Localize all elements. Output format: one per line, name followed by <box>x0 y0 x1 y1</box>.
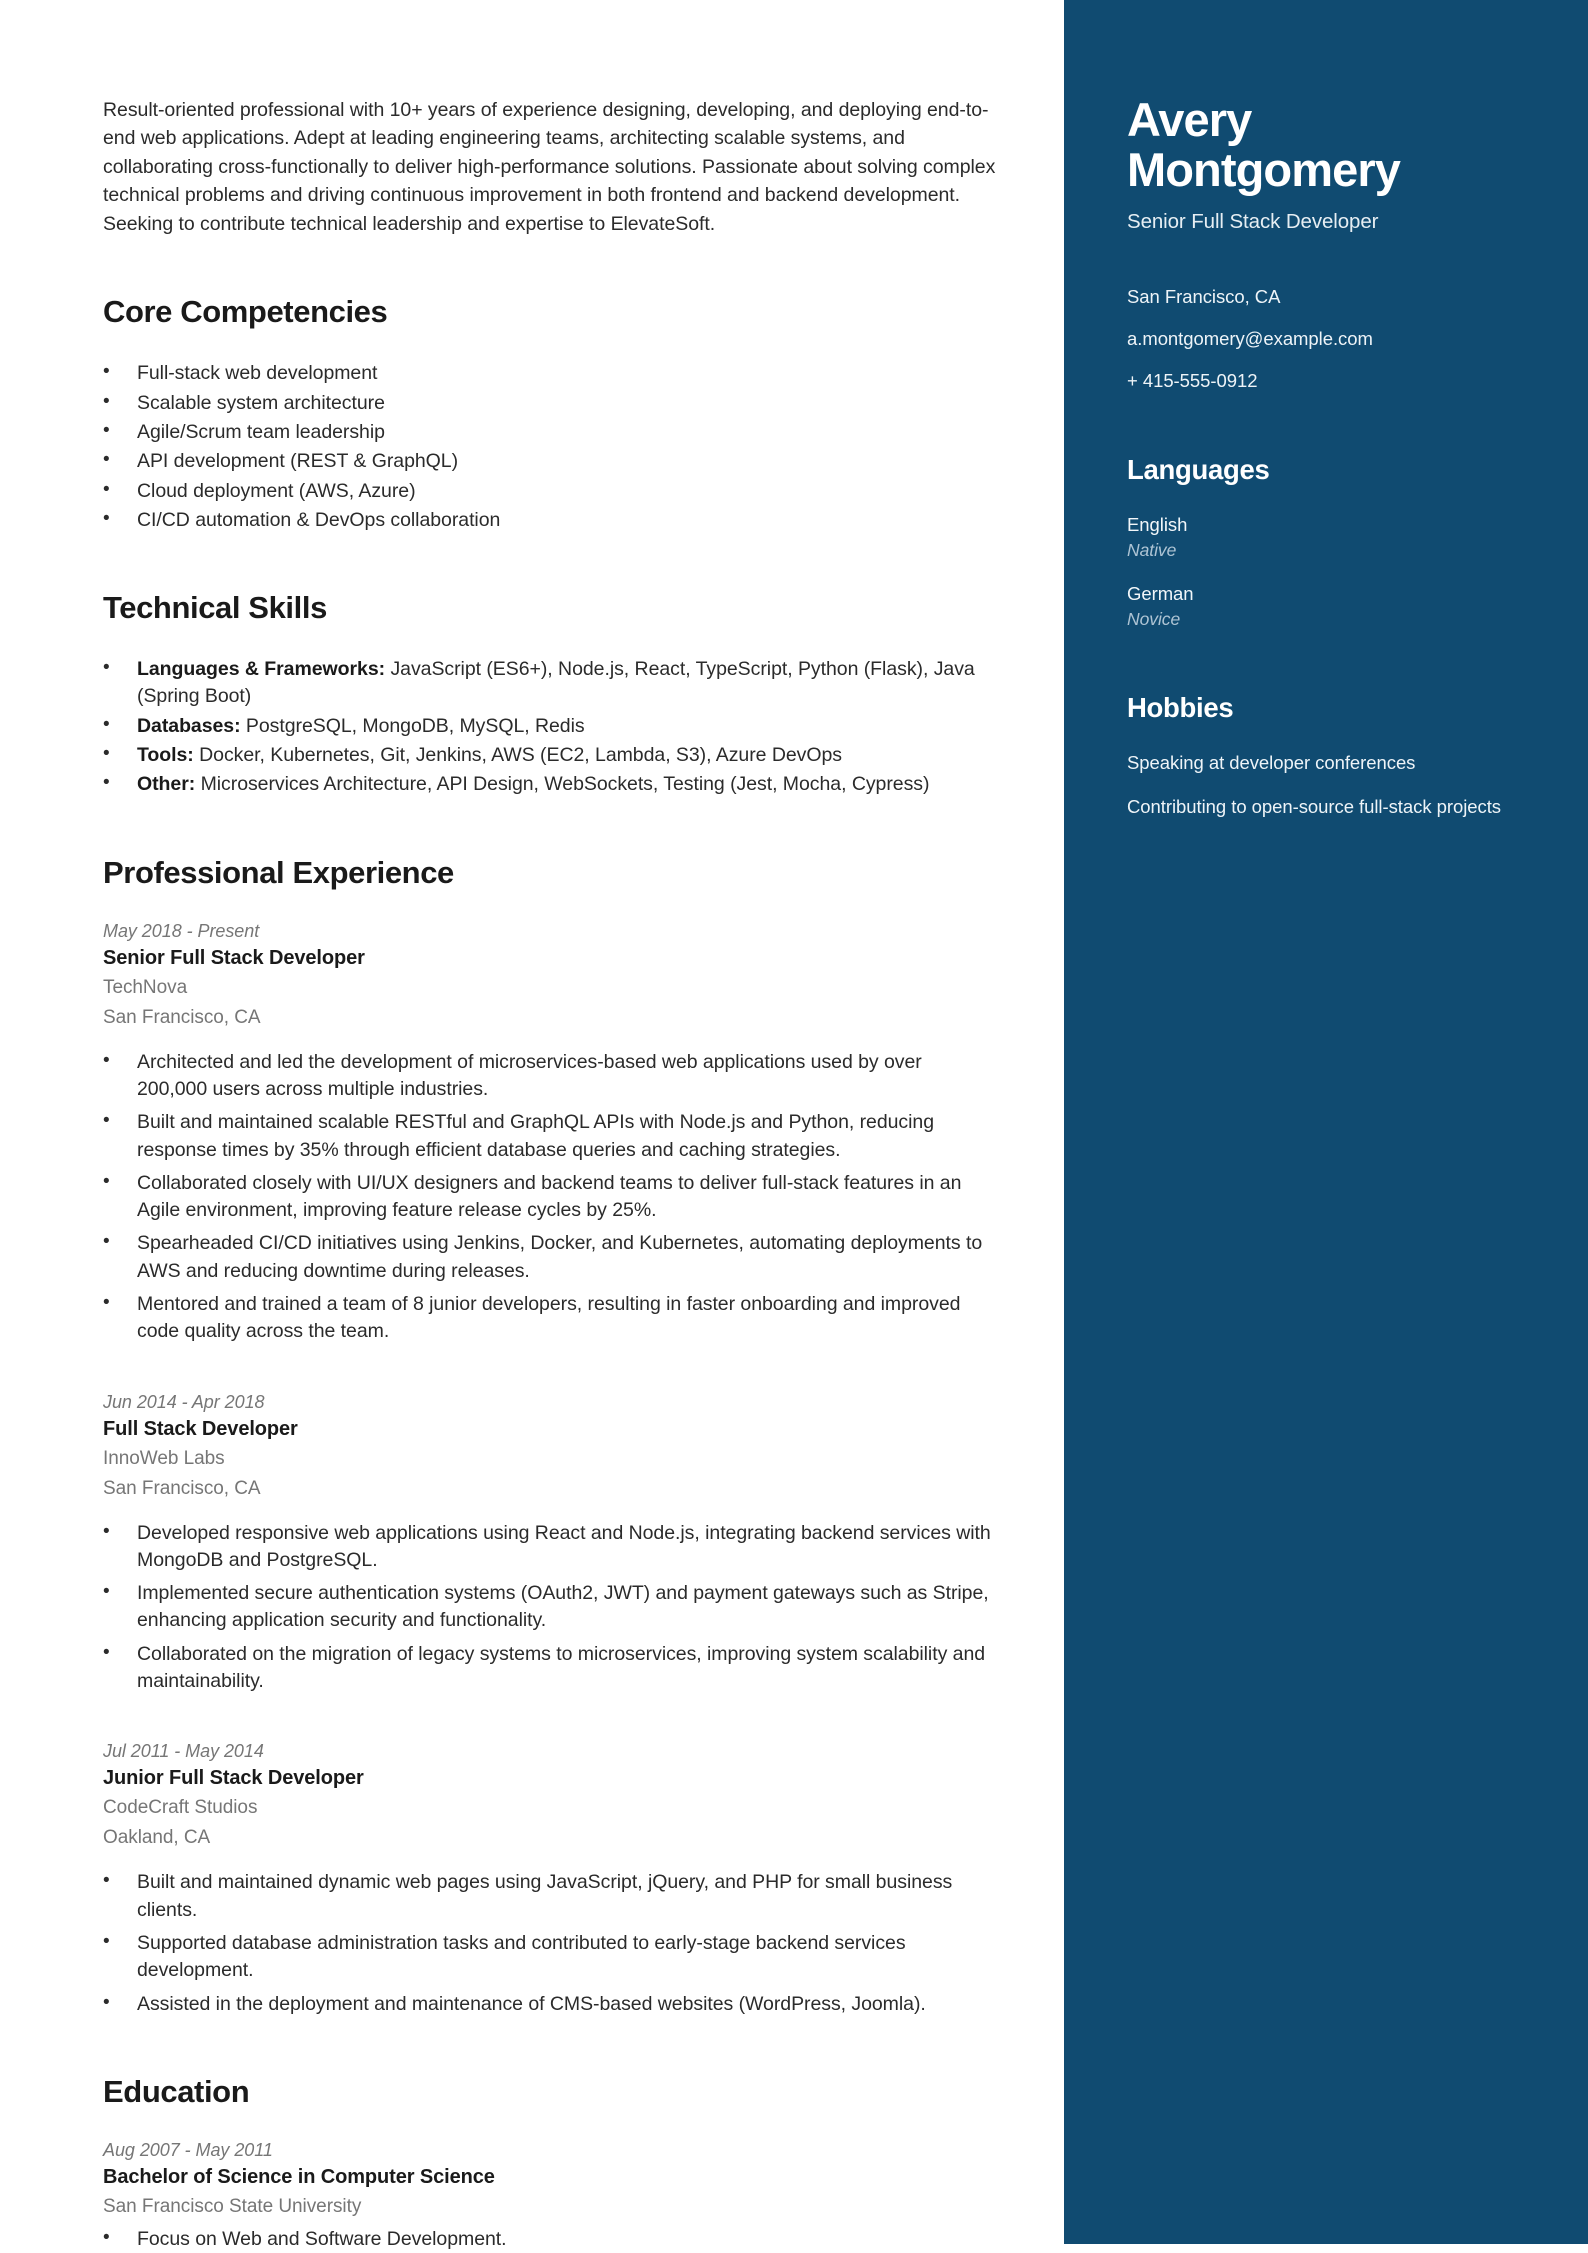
technical-skill-item <box>103 771 996 798</box>
technical-skills-heading: Technical Skills <box>103 590 327 626</box>
education-degree: Bachelor of Science in Computer Science <box>103 2165 495 2188</box>
technical-skill-value: Docker, Kubernetes, Git, Jenkins, AWS (EC2, Lambda, S3), Azure DevOps <box>193 744 842 767</box>
experience-role: Junior Full Stack Developer <box>103 1767 364 1790</box>
experience-bullet: • Implemented secure authentication systems (OAuth2, JWT) and payment gateways such as Stripe, enhancing application security and functionality. <box>103 1580 996 1635</box>
core-competency-item: • Agile/Scrum team leadership <box>103 419 996 446</box>
technical-skill-label: Databases: <box>137 714 241 737</box>
languages-heading: Languages <box>1127 453 1270 485</box>
experience-date: Jun 2014 - Apr 2018 <box>103 1391 265 1412</box>
education-school: San Francisco State University <box>103 2195 362 2217</box>
language-name: German <box>1127 582 1194 604</box>
experience-entries <box>103 921 996 2018</box>
education-section <box>103 2074 996 2253</box>
experience-entry <box>103 1741 996 2017</box>
education-entries <box>103 2140 996 2253</box>
experience-bullet: • Spearheaded CI/CD initiatives using Jenkins, Docker, and Kubernetes, automating deployments to AWS and reducing downtime during releases. <box>103 1230 996 1285</box>
language-item <box>1127 583 1538 630</box>
education-date: Aug 2007 - May 2011 <box>103 2139 273 2160</box>
experience-organization: TechNova <box>103 976 188 998</box>
experience-date: Jul 2011 - May 2014 <box>103 1741 264 1762</box>
hobbies-list <box>1127 752 1538 818</box>
core-competencies-section <box>103 294 996 534</box>
technical-skill-label: Other: <box>137 773 196 796</box>
hobby-item: Contributing to open-source full-stack projects <box>1127 795 1502 817</box>
experience-bullet: • Built and maintained scalable RESTful and GraphQL APIs with Node.js and Python, reducing response times by 35% through efficient database queries and caching strategies. <box>103 1109 996 1164</box>
technical-skill-label: Languages & Frameworks: <box>137 658 386 681</box>
technical-skill-value: JavaScript (ES6+), Node.js, React, TypeScript, Python (Flask), Java (Spring Boot) <box>137 658 975 708</box>
experience-organization: InnoWeb Labs <box>103 1447 225 1469</box>
experience-bullet: • Collaborated on the migration of legacy systems to microservices, improving system scalability and maintainability. <box>103 1641 996 1696</box>
experience-organization: CodeCraft Studios <box>103 1797 258 1819</box>
education-entry <box>103 2140 996 2253</box>
core-competencies-heading: Core Competencies <box>103 294 388 330</box>
contact-email[interactable]: a.montgomery@example.com <box>1127 327 1373 349</box>
technical-skill-label: Tools: <box>137 744 194 767</box>
technical-skill-item <box>103 656 996 711</box>
experience-date: May 2018 - Present <box>103 920 260 941</box>
education-bullet-list <box>103 2226 996 2253</box>
core-competencies-list <box>103 360 996 534</box>
language-level: Novice <box>1127 608 1181 629</box>
candidate-name <box>1127 95 1538 196</box>
experience-bullet: • Assisted in the deployment and maintenance of CMS-based websites (WordPress, Joomla). <box>103 1991 996 2018</box>
contact-location: San Francisco, CA <box>1127 285 1281 307</box>
language-level: Native <box>1127 539 1177 560</box>
sidebar-column <box>1064 0 1588 2244</box>
technical-skill-item <box>103 742 996 769</box>
hobbies-heading: Hobbies <box>1127 691 1234 723</box>
professional-experience-heading: Professional Experience <box>103 854 454 890</box>
experience-bullet: • Supported database administration tasks and contributed to early-stage backend services development. <box>103 1930 996 1985</box>
experience-entry <box>103 1392 996 1696</box>
professional-summary: Result-oriented professional with 10+ years of experience designing, developing, and deploying end-to-end web applications. Adept at leading engineering teams, architecting scalable systems, and collaborating cross-functionally to deliver high-performance solutions. Passionate about solving complex technical problems and driving continuous improvement in both frontend and backend development. Seeking to contribute technical leadership and expertise to ElevateSoft. <box>103 99 996 235</box>
technical-skills-list <box>103 656 996 798</box>
experience-bullet: • Architected and led the development of microservices-based web applications used by over 200,000 users across multiple industries. <box>103 1049 996 1104</box>
experience-location: San Francisco, CA <box>103 1477 261 1499</box>
technical-skills-section <box>103 590 996 798</box>
experience-bullet-list <box>103 1049 996 1346</box>
technical-skill-value: PostgreSQL, MongoDB, MySQL, Redis <box>240 714 585 737</box>
experience-location: San Francisco, CA <box>103 1006 261 1028</box>
contact-phone[interactable]: + 415-555-0912 <box>1127 369 1258 391</box>
education-bullet: • Focus on Web and Software Development. <box>103 2226 996 2253</box>
languages-list <box>1127 514 1538 630</box>
experience-bullet: • Developed responsive web applications using React and Node.js, integrating backend services with MongoDB and PostgreSQL. <box>103 1520 996 1575</box>
experience-role: Senior Full Stack Developer <box>103 946 365 969</box>
experience-role: Full Stack Developer <box>103 1417 298 1440</box>
technical-skill-value: Microservices Architecture, API Design, WebSockets, Testing (Jest, Mocha, Cypress) <box>195 773 930 796</box>
core-competency-item: • API development (REST & GraphQL) <box>103 448 996 475</box>
core-competency-item: • CI/CD automation & DevOps collaboration <box>103 507 996 534</box>
experience-bullet: • Built and maintained dynamic web pages using JavaScript, jQuery, and PHP for small business clients. <box>103 1869 996 1924</box>
candidate-name-line2: Montgomery <box>1127 143 1401 197</box>
experience-bullet-list <box>103 1869 996 2017</box>
technical-skill-item <box>103 713 996 740</box>
hobby-item: Speaking at developer conferences <box>1127 751 1416 773</box>
experience-entry <box>103 921 996 1346</box>
candidate-name-line1: Avery <box>1127 93 1252 146</box>
professional-experience-section <box>103 855 996 2018</box>
core-competency-item: • Full-stack web development <box>103 360 996 387</box>
experience-bullet: • Collaborated closely with UI/UX designers and backend teams to deliver full-stack features in an Agile environment, improving feature release cycles by 25%. <box>103 1170 996 1225</box>
core-competency-item: • Scalable system architecture <box>103 390 996 417</box>
language-item <box>1127 514 1538 561</box>
candidate-job-title: Senior Full Stack Developer <box>1127 209 1379 233</box>
core-competency-item: • Cloud deployment (AWS, Azure) <box>103 478 996 505</box>
language-name: English <box>1127 513 1188 535</box>
experience-location: Oakland, CA <box>103 1827 211 1849</box>
experience-bullet: • Mentored and trained a team of 8 junior developers, resulting in faster onboarding and improved code quality across the team. <box>103 1291 996 1346</box>
education-heading: Education <box>103 2073 250 2109</box>
experience-bullet-list <box>103 1520 996 1696</box>
